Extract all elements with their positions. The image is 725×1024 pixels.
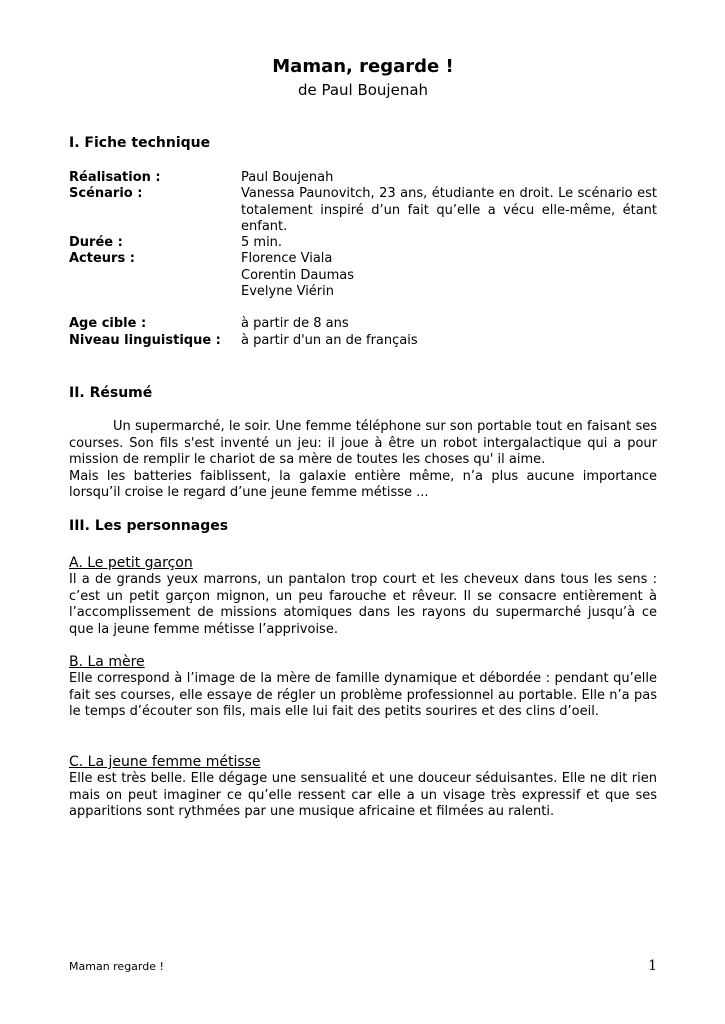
- personnage-a-title: A. Le petit garçon: [69, 555, 193, 571]
- page-number: 1: [648, 958, 657, 974]
- scenario-value: Vanessa Paunovitch, 23 ans, étudiante en droit. Le scénario est totalement inspiré d’un fait qu’elle a vécu elle-même, étant enfant.: [241, 186, 657, 234]
- resume-paragraph: Un supermarché, le soir. Une femme téléphone sur son portable tout en faisant ses courses. Son fils s'est inventé un jeu: il joue à être un robot intergalactique qui a pour mission de remplir le chariot de sa mère de toutes les choses qu' il aime.: [69, 419, 657, 467]
- personnage-c-title: C. La jeune femme métisse: [69, 754, 261, 770]
- scenario-label: Scénario :: [69, 186, 143, 202]
- duree-value: 5 min.: [241, 235, 283, 251]
- document-subtitle: de Paul Boujenah: [297, 81, 429, 99]
- footer-text: Maman regarde !: [69, 960, 164, 973]
- resume-block: [69, 419, 657, 502]
- section-fiche-heading: I. Fiche technique: [69, 135, 211, 151]
- age-label: Age cible :: [69, 316, 147, 332]
- spacer: [69, 300, 657, 316]
- personnage-c: [69, 754, 657, 821]
- niveau-label: Niveau linguistique :: [69, 332, 221, 348]
- resume-paragraph-2: Mais les batteries faiblissent, la galaxie entière même, n’a plus aucune importance lorsqu’il croise le regard d’une jeune femme métisse ...: [69, 468, 657, 500]
- realisation-value: Paul Boujenah: [241, 170, 334, 185]
- acteur-item: Corentin Daumas: [241, 267, 355, 283]
- acteurs-label: Acteurs :: [69, 251, 135, 267]
- duree-label: Durée :: [69, 235, 123, 251]
- acteur-item: Florence Viala: [241, 251, 333, 267]
- personnage-c-text: Elle est très belle. Elle dégage une sensualité et une douceur séduisantes. Elle ne dit rien mais on peut imaginer ce qu’elle ressent car elle a un visage très expressif et que ses apparitions sont rythmées par une musique africaine et filmées au ralenti.: [69, 771, 657, 819]
- acteur-item: Evelyne Viérin: [241, 284, 334, 300]
- section-resume-heading: II. Résumé: [69, 385, 153, 401]
- fiche-row-niveau: [69, 333, 657, 349]
- acteurs-list: [241, 251, 657, 300]
- personnage-a-text: Il a de grands yeux marrons, un pantalon trop court et les cheveux dans tous les sens : c’est un petit garçon mignon, un peu farouche et rêveur. Il se consacre entièrement à l’accomplissement de missions atomiques dans les rayons du supermarché jusqu’à ce que la jeune femme métisse l’apprivoise.: [69, 572, 657, 637]
- age-value: à partir de 8 ans: [241, 316, 349, 332]
- fiche-row-scenario: [69, 186, 657, 235]
- personnage-a: [69, 555, 657, 638]
- niveau-value: à partir d'un an de français: [241, 332, 418, 348]
- fiche-row-age: [69, 316, 657, 332]
- fiche-row-acteurs: [69, 251, 657, 300]
- section-personnages-heading: III. Les personnages: [69, 518, 229, 534]
- personnage-b: [69, 654, 657, 721]
- fiche-technique: [69, 170, 657, 349]
- document-page: [69, 0, 657, 1024]
- document-title: Maman, regarde !: [272, 56, 454, 77]
- fiche-row-realisation: [69, 170, 657, 186]
- fiche-row-duree: [69, 235, 657, 251]
- realisation-label: Réalisation :: [69, 170, 161, 185]
- personnage-b-title: B. La mère: [69, 654, 145, 670]
- personnage-b-text: Elle correspond à l’image de la mère de famille dynamique et débordée : pendant qu’elle fait ses courses, elle essaye de régler un problème professionnel au portable. Elle n’a pas le temps d’écouter son fils, mais elle lui fait des petits sourires et des clins d’oeil.: [69, 671, 657, 719]
